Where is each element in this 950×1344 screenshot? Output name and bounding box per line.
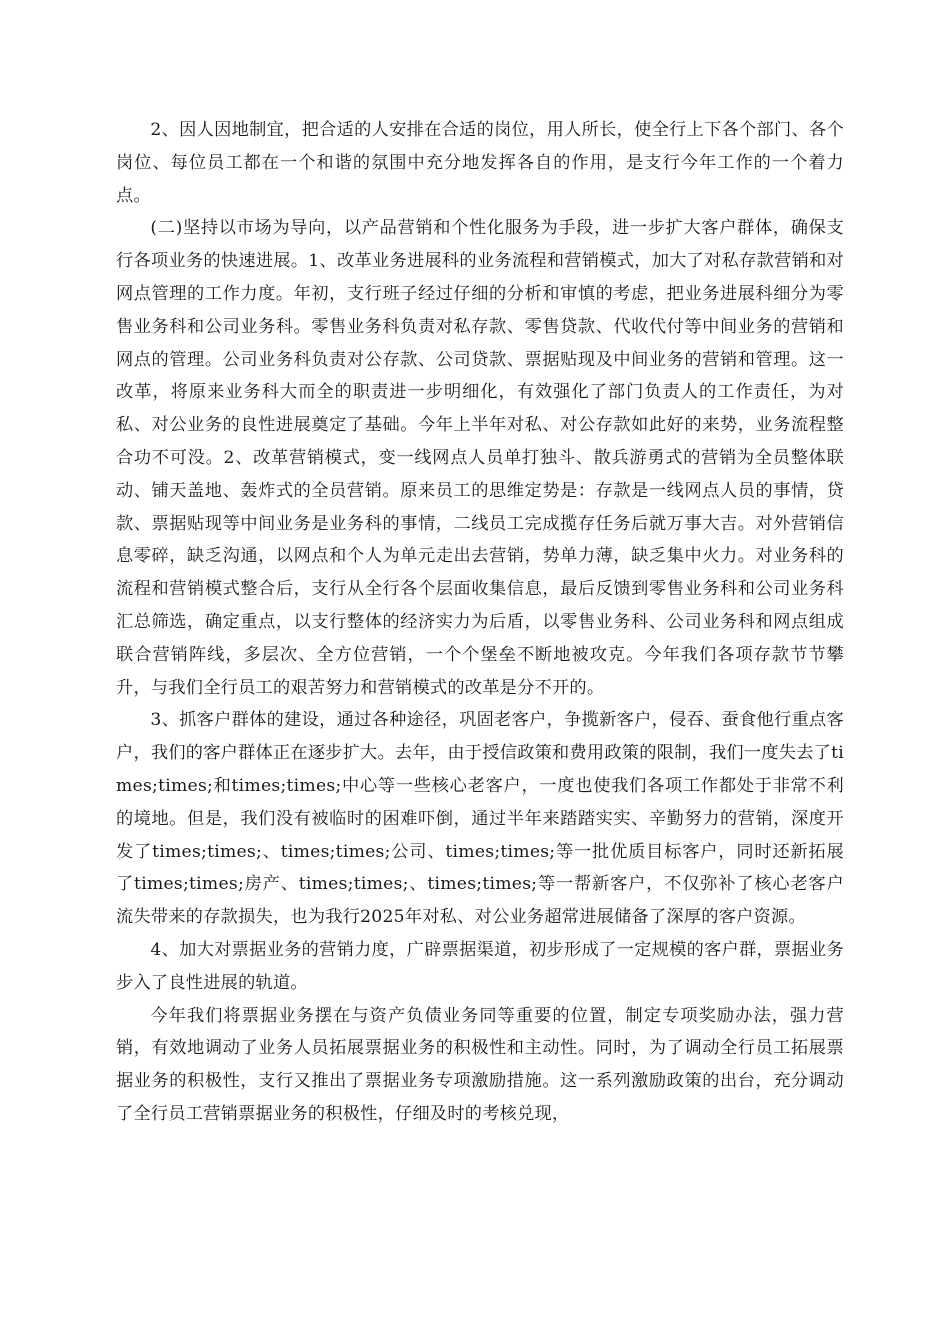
paragraph-3: 3、抓客户群体的建设，通过各种途径，巩固老客户，争揽新客户，侵吞、蚕食他行重点客户，我们的客户群体正在逐步扩大。去年，由于授信政策和费用政策的限制，我们一度失去了times;times;和times;times;中心等一些核心老客户，一度也使我们各项工作都处于非常不利的境地。但是，我们没有被临时的困难吓倒，通过半年来踏踏实实、辛勤努力的营销，深度开发了times;times;、times;times;公司、times;times;等一批优质目标客户，同时还新拓展了times;times;房产、times;times;、times;times;等一帮新客户，不仅弥补了核心老客户流失带来的存款损失，也为我行2025年对私、对公业务超常进展储备了深厚的客户资源。 [116,710,844,928]
document-body [116,114,844,1131]
paragraph-1: 2、因人因地制宜，把合适的人安排在合适的岗位，用人所长，使全行上下各个部门、各个岗位、每位员工都在一个和谐的氛围中充分地发挥各自的作用，是支行今年工作的一个着力点。 [116,120,844,206]
paragraph-4: 4、加大对票据业务的营销力度，广辟票据渠道，初步形成了一定规模的客户群，票据业务步入了良性进展的轨道。 [116,939,844,993]
paragraph-5: 今年我们将票据业务摆在与资产负债业务同等重要的位置，制定专项奖励办法，强力营销，有效地调动了业务人员拓展票据业务的积极性和主动性。同时，为了调动全行员工拓展票据业务的积极性，支行又推出了票据业务专项激励措施。这一系列激励政策的出台，充分调动了全行员工营销票据业务的积极性，仔细及时的考核兑现， [116,1005,844,1124]
paragraph-2: (二)坚持以市场为导向，以产品营销和个性化服务为手段，进一步扩大客户群体，确保支行各项业务的快速进展。1、改革业务进展科的业务流程和营销模式，加大了对私存款营销和对网点管理的工作力度。年初，支行班子经过仔细的分析和审慎的考虑，把业务进展科细分为零售业务科和公司业务科。零售业务科负责对私存款、零售贷款、代收代付等中间业务的营销和网点的管理。公司业务科负责对公存款、公司贷款、票据贴现及中间业务的营销和管理。这一改革，将原来业务科大而全的职责进一步明细化，有效强化了部门负责人的工作责任，为对私、对公业务的良性进展奠定了基础。今年上半年对私、对公存款如此好的来势，业务流程整合功不可没。2、改革营销模式，变一线网点人员单打独斗、散兵游勇式的营销为全员整体联动、铺天盖地、轰炸式的全员营销。原来员工的思维定势是：存款是一线网点人员的事情，贷款、票据贴现等中间业务是业务科的事情，二线员工完成揽存任务后就万事大吉。对外营销信息零碎，缺乏沟通，以网点和个人为单元走出去营销，势单力薄，缺乏集中火力。对业务科的流程和营销模式整合后，支行从全行各个层面收集信息，最后反馈到零售业务科和公司业务科汇总筛选，确定重点，以支行整体的经济实力为后盾，以零售业务科、公司业务科和网点组成联合营销阵线，多层次、全方位营销，一个个堡垒不断地被攻克。今年我们各项存款节节攀升，与我们全行员工的艰苦努力和营销模式的改革是分不开的。 [116,218,844,698]
